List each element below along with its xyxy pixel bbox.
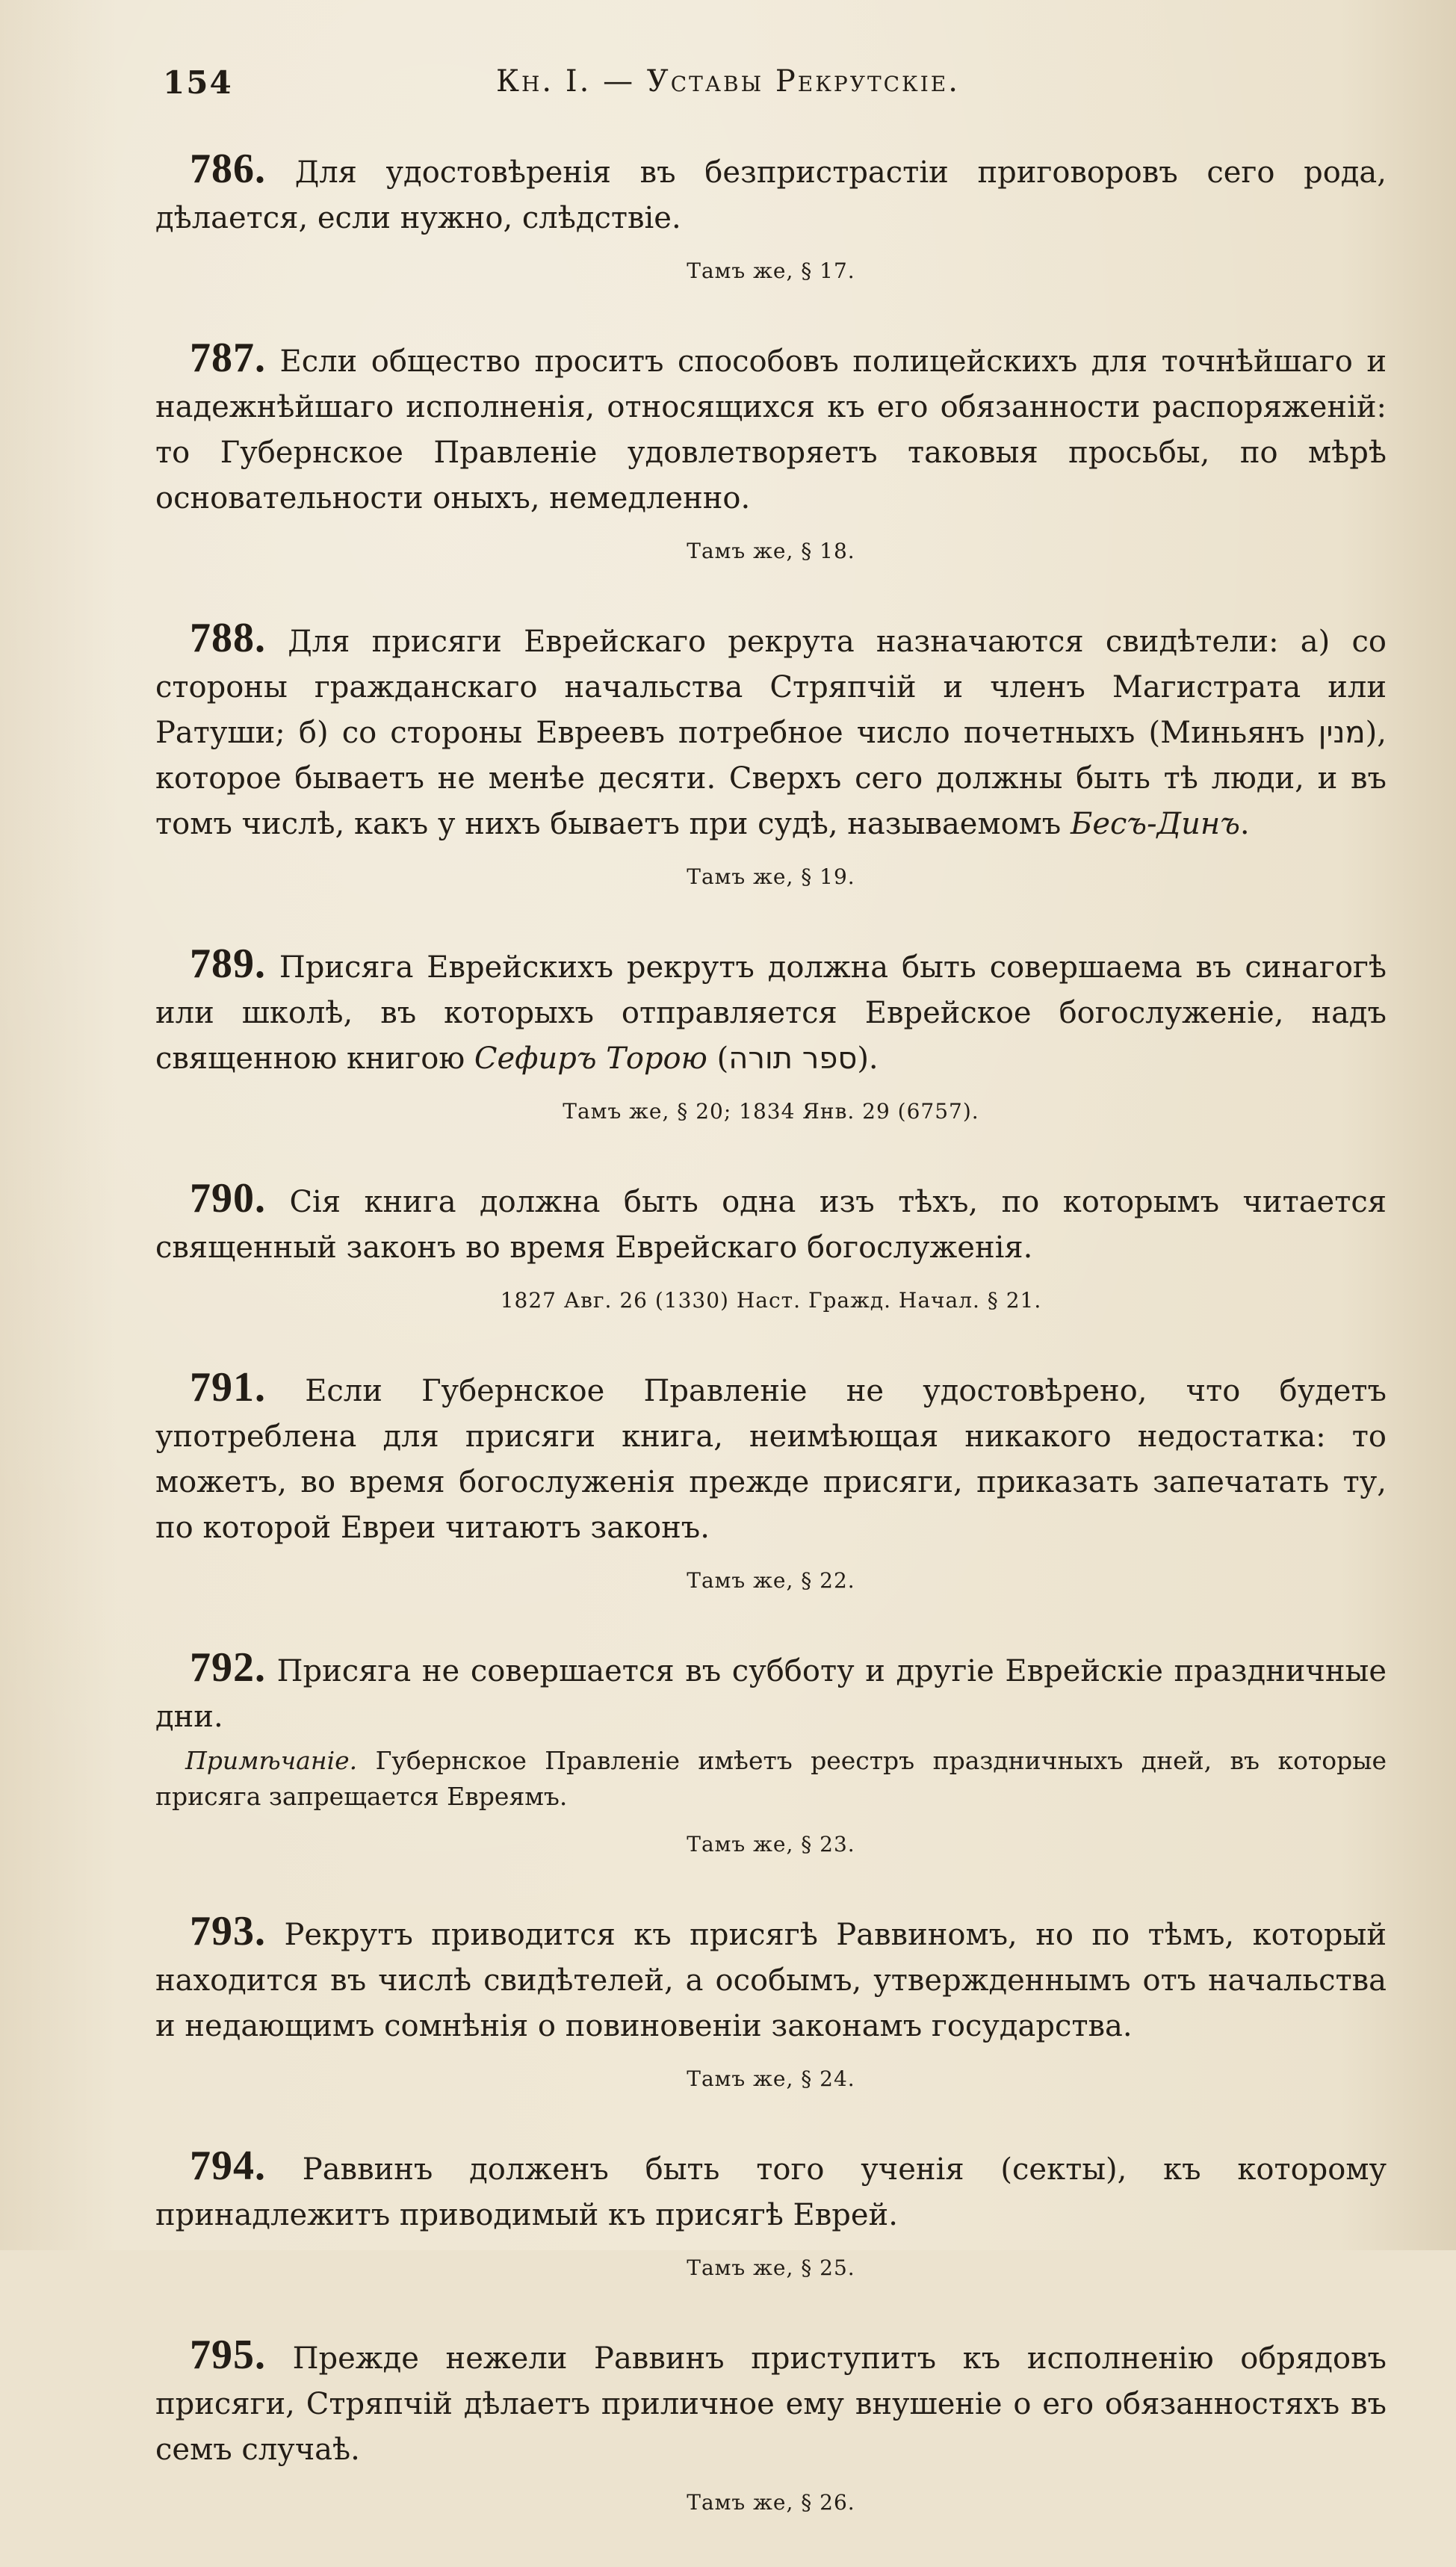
article-body: Для удостовѣренія въ безпристрастіи приговоровъ сего рода, дѣлается, если нужно, слѣдствіе. bbox=[155, 155, 1387, 235]
article-text bbox=[155, 1365, 1387, 1551]
article-number: 788. bbox=[190, 615, 266, 661]
article-number: 787. bbox=[190, 335, 266, 381]
article-number: 789. bbox=[190, 941, 266, 987]
article-number: 793. bbox=[190, 1908, 266, 1954]
article-787 bbox=[155, 335, 1387, 566]
article-text bbox=[155, 1176, 1387, 1271]
article-number: 786. bbox=[190, 146, 266, 192]
article-body: Прежде нежели Раввинъ приступитъ къ исполненію обрядовъ присяги, Стряпчій дѣлаетъ приличное ему внушеніе о его обязанностяхъ въ семъ случаѣ. bbox=[155, 2341, 1387, 2467]
article-text bbox=[155, 941, 1387, 1082]
article-text bbox=[155, 146, 1387, 241]
article-786 bbox=[155, 146, 1387, 286]
article-body-part: ), которое бываетъ не менѣе десяти. Сверхъ сего должны быть тѣ люди, и въ томъ числѣ, какъ у нихъ бываетъ при судѣ, называемомъ bbox=[155, 716, 1387, 841]
article-body-part: ). bbox=[857, 1041, 879, 1076]
article-text bbox=[155, 2143, 1387, 2238]
article-text bbox=[155, 335, 1387, 521]
article-body: Сія книга должна быть одна изъ тѣхъ, по которымъ читается священный законъ во время Еврейскаго богослуженія. bbox=[155, 1185, 1387, 1265]
running-head: Кн. I. — Уставы Рекрутскіе. bbox=[496, 64, 960, 99]
article-794 bbox=[155, 2143, 1387, 2283]
page-body bbox=[155, 146, 1387, 2567]
article-text bbox=[155, 616, 1387, 847]
page-number: 154 bbox=[163, 64, 233, 101]
article-790 bbox=[155, 1176, 1387, 1316]
article-791 bbox=[155, 1365, 1387, 1596]
article-note bbox=[155, 1743, 1387, 1815]
article-citation: Тамъ же, § 18. bbox=[687, 539, 855, 563]
article-text bbox=[155, 1645, 1387, 1740]
article-793 bbox=[155, 1909, 1387, 2094]
article-body: Если общество проситъ способовъ полицейскихъ для точнѣйшаго и надежнѣйшаго исполненія, относящихся къ его обязанности распоряженій: то Губернское Правленіе удовлетворяетъ таковыя просьбы, по мѣрѣ основательности оныхъ, немедленно. bbox=[155, 344, 1387, 515]
italic-term-bes-din: Бесъ-Динъ bbox=[1070, 807, 1240, 841]
article-citation: Тамъ же, § 24. bbox=[687, 2066, 855, 2091]
article-number: 795. bbox=[190, 2332, 266, 2378]
italic-term-sefer-torah: Сефиръ Торою bbox=[474, 1041, 707, 1076]
hebrew-term-minyan: מנין bbox=[1318, 716, 1366, 750]
article-citation: 1827 Авг. 26 (1330) Наст. Гражд. Начал. § 21. bbox=[500, 1288, 1042, 1313]
article-789 bbox=[155, 941, 1387, 1127]
article-body: Рекрутъ приводится къ присягѣ Раввиномъ, но по тѣмъ, который находится въ числѣ свидѣтелей, а особымъ, утвержденнымъ отъ начальства и недающимъ сомнѣнія о повиновеніи законамъ государства. bbox=[155, 1918, 1387, 2043]
article-citation: Тамъ же, § 22. bbox=[687, 1568, 855, 1593]
article-body: Присяга не совершается въ субботу и другіе Еврейскіе праздничные дни. bbox=[155, 1654, 1387, 1734]
article-citation: Тамъ же, § 17. bbox=[687, 258, 855, 283]
article-body-part: Присяга Еврейскихъ рекрутъ должна быть совершаема въ синагогѣ или школѣ, въ которыхъ отправляется Еврейское богослуженіе, надъ священною книгою bbox=[155, 950, 1387, 1076]
article-number: 790. bbox=[190, 1175, 266, 1221]
article-citation: Тамъ же, § 23. bbox=[687, 1832, 855, 1857]
article-792 bbox=[155, 1645, 1387, 1860]
article-number: 792. bbox=[190, 1644, 266, 1691]
article-795 bbox=[155, 2332, 1387, 2518]
article-text bbox=[155, 2332, 1387, 2473]
note-text: Губернское Правленіе имѣетъ реестръ праздничныхъ дней, въ которые присяга запрещается Евреямъ. bbox=[155, 1746, 1387, 1811]
article-citation: Тамъ же, § 20; 1834 Янв. 29 (6757). bbox=[563, 1099, 979, 1124]
article-number: 791. bbox=[190, 1364, 266, 1411]
hebrew-term-sefer-torah: ספר תורה bbox=[728, 1041, 858, 1076]
article-body: Если Губернское Правленіе не удостовѣрено, что будетъ употреблена для присяги книга, неимѣющая никакого недостатка: то можетъ, во время богослуженія прежде присяги, приказать запечатать ту, по которой Евреи читаютъ законъ. bbox=[155, 1374, 1387, 1545]
article-text bbox=[155, 1909, 1387, 2049]
article-body-part: Для присяги Еврейскаго рекрута назначаются свидѣтели: а) со стороны гражданскаго начальства Стряпчій и членъ Магистрата или Ратуши; б) со стороны Евреевъ потребное число почетныхъ (Миньянъ bbox=[155, 625, 1387, 750]
article-body-part: . bbox=[1239, 807, 1250, 841]
article-citation: Тамъ же, § 26. bbox=[687, 2490, 855, 2515]
article-788 bbox=[155, 616, 1387, 892]
article-body: Раввинъ долженъ быть того ученія (секты), къ которому принадлежитъ приводимый къ присягѣ Еврей. bbox=[155, 2152, 1387, 2232]
article-citation: Тамъ же, § 19. bbox=[687, 864, 855, 889]
note-label: Примѣчаніе. bbox=[185, 1746, 358, 1775]
article-citation: Тамъ же, § 25. bbox=[687, 2255, 855, 2280]
page-header bbox=[0, 64, 1456, 109]
article-body-part: ( bbox=[707, 1041, 729, 1076]
article-number: 794. bbox=[190, 2143, 266, 2189]
